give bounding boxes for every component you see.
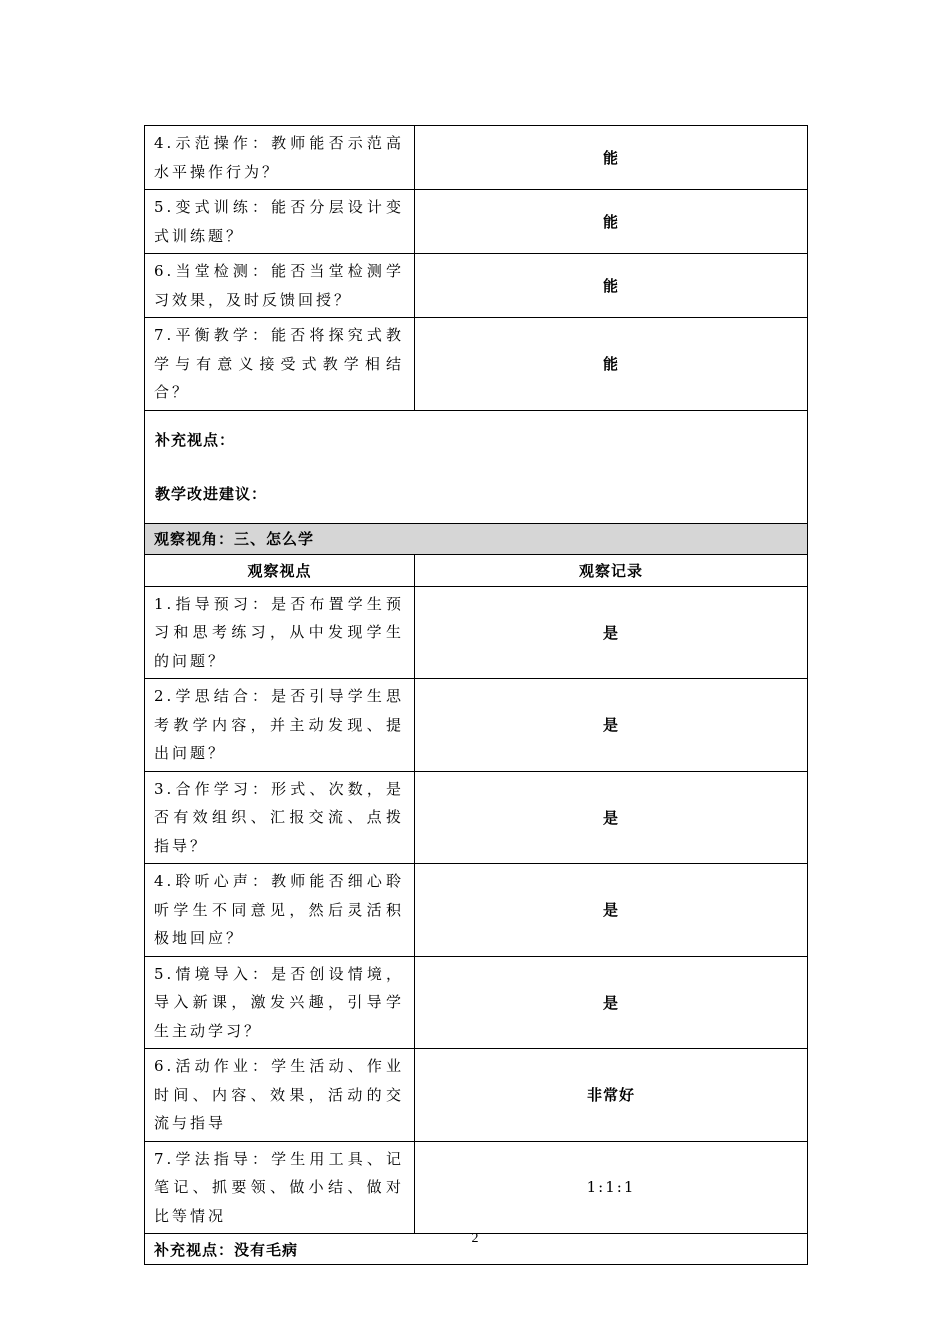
table-row: [145, 679, 808, 772]
observation-record: 是: [415, 956, 808, 1049]
observation-point: 4.示范操作：教师能否示范高水平操作行为？: [145, 126, 415, 190]
observation-point: 2.学思结合：是否引导学生思考教学内容，并主动发现、提出问题？: [145, 679, 415, 772]
observation-point: 3.合作学习：形式、次数，是否有效组织、汇报交流、点拨指导？: [145, 771, 415, 864]
notes-row: [145, 410, 808, 523]
observation-record: 是: [415, 771, 808, 864]
suggestion-label: 教学改进建议：: [155, 484, 268, 503]
section-header-row: [145, 523, 808, 554]
table-row: [145, 586, 808, 679]
page-number: 2: [471, 1231, 479, 1246]
observation-record: 非常好: [415, 1049, 808, 1142]
table-row: [145, 190, 808, 254]
table-row: [145, 1141, 808, 1234]
observation-point: 7.学法指导：学生用工具、记笔记、抓要领、做小结、做对比等情况: [145, 1141, 415, 1234]
table-row: [145, 1049, 808, 1142]
observation-record: 能: [415, 254, 808, 318]
table-row: [145, 254, 808, 318]
supplement-summary: 补充视点：没有毛病: [145, 1234, 808, 1265]
notes-cell: [145, 410, 808, 523]
column-header-record: 观察记录: [415, 554, 808, 586]
observation-record: 能: [415, 190, 808, 254]
observation-point: 6.活动作业：学生活动、作业时间、内容、效果，活动的交流与指导: [145, 1049, 415, 1142]
observation-record: 是: [415, 864, 808, 957]
observation-point: 1.指导预习：是否布置学生预习和思考练习，从中发现学生的问题？: [145, 586, 415, 679]
table-row: [145, 126, 808, 190]
column-header-point: 观察视点: [145, 554, 415, 586]
observation-point: 5.情境导入：是否创设情境，导入新课，激发兴趣，引导学生主动学习？: [145, 956, 415, 1049]
observation-point: 5.变式训练：能否分层设计变式训练题？: [145, 190, 415, 254]
table-row: [145, 771, 808, 864]
observation-record: 能: [415, 126, 808, 190]
observation-table: [144, 125, 808, 1265]
observation-point: 7.平衡教学：能否将探究式教学与有意义接受式教学相结合？: [145, 318, 415, 411]
supplement-label: 补充视点：: [155, 430, 236, 449]
observation-point: 6.当堂检测：能否当堂检测学习效果，及时反馈回授？: [145, 254, 415, 318]
table-row: [145, 956, 808, 1049]
observation-record: 是: [415, 679, 808, 772]
observation-record: 能: [415, 318, 808, 411]
column-header-row: [145, 554, 808, 586]
observation-record: 1:1:1: [415, 1141, 808, 1234]
observation-record: 是: [415, 586, 808, 679]
section-title: 观察视角：三、怎么学: [145, 523, 808, 554]
table-row: [145, 318, 808, 411]
observation-point: 4.聆听心声：教师能否细心聆听学生不同意见，然后灵活积极地回应？: [145, 864, 415, 957]
table-row: [145, 864, 808, 957]
